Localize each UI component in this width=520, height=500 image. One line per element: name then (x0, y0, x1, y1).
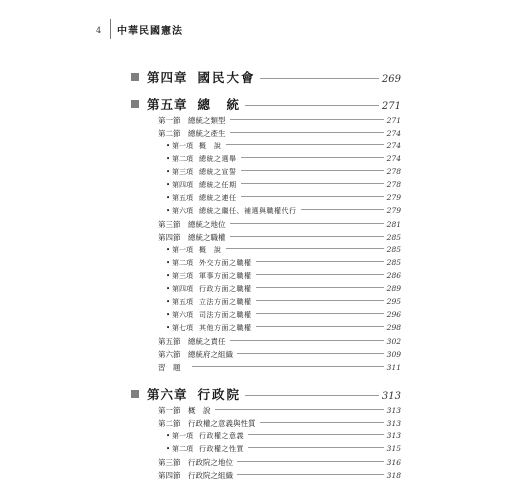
page-ref: 278 (386, 167, 401, 176)
item-label: 第三項 (172, 168, 193, 176)
dot-leader (256, 313, 384, 314)
item-title: 概 說 (199, 246, 222, 254)
page-ref: 285 (386, 258, 401, 267)
item-title: 行政方面之職權 (199, 285, 252, 293)
chapter-label: 第五章 (147, 97, 188, 112)
dot-leader (230, 236, 384, 237)
page-ref: 313 (386, 419, 401, 428)
page-ref: 285 (386, 245, 401, 254)
item-label: 第二項 (172, 445, 193, 453)
dot-leader (192, 366, 384, 367)
toc-chapter (131, 68, 401, 86)
page-ref: 311 (386, 363, 401, 372)
page-ref: 279 (386, 206, 401, 215)
bullet-icon: • (166, 272, 171, 280)
section-title: 行政權之意義與性質 (188, 419, 256, 428)
page-ref: 286 (386, 271, 401, 280)
page-ref: 285 (386, 233, 401, 242)
page-ref: 274 (386, 154, 401, 163)
toc-section (158, 219, 401, 230)
toc-section (158, 336, 401, 347)
bullet-icon: • (166, 155, 171, 163)
dot-leader (248, 447, 384, 448)
item-label: 第二項 (172, 259, 193, 267)
bullet-icon: • (166, 259, 171, 267)
dot-leader (260, 422, 384, 423)
page-ref: 313 (386, 406, 401, 415)
bullet-icon: • (166, 181, 171, 189)
item-label: 第五項 (172, 194, 193, 202)
item-title: 概 說 (199, 142, 222, 150)
section-label: 第二節 (158, 419, 181, 428)
dot-leader (260, 78, 379, 79)
toc-item (166, 245, 401, 255)
page-ref: 318 (386, 471, 401, 480)
page-ref: 295 (386, 297, 401, 306)
bullet-icon: • (166, 445, 171, 453)
item-label: 第六項 (172, 311, 193, 319)
toc-item (166, 431, 401, 441)
dot-leader (226, 248, 384, 249)
toc-item (166, 193, 401, 203)
dot-leader (301, 209, 384, 210)
section-title: 總統之類型 (188, 116, 226, 125)
toc-item (166, 310, 401, 320)
bullet-icon: • (166, 168, 171, 176)
section-label: 第二節 (158, 129, 181, 138)
section-label: 第三節 (158, 220, 181, 229)
item-title: 總統之任期 (199, 181, 237, 189)
toc-section (158, 470, 401, 481)
toc-item (166, 297, 401, 307)
section-title: 總統之責任 (188, 337, 226, 346)
page-number: 4 (96, 26, 102, 35)
bullet-icon: • (166, 194, 171, 202)
page-ref: 278 (386, 180, 401, 189)
dot-leader (237, 353, 384, 354)
toc-chapter (131, 385, 401, 403)
dot-leader (256, 261, 384, 262)
toc-item (166, 141, 401, 151)
page-ref: 289 (386, 284, 401, 293)
item-label: 第一項 (172, 142, 193, 150)
bullet-icon: • (166, 298, 171, 306)
item-label: 第七項 (172, 324, 193, 332)
page-ref: 315 (386, 444, 401, 453)
item-title: 司法方面之職權 (199, 311, 252, 319)
toc-section (158, 362, 401, 373)
item-label: 第四項 (172, 181, 193, 189)
section-title: 概 說 (188, 406, 211, 415)
section-title: 總統之產生 (188, 129, 226, 138)
chapter-title: 行政院 (197, 387, 242, 402)
page-ref: 269 (381, 74, 401, 85)
chapter-title: 國民大會 (197, 70, 256, 85)
section-label: 第一節 (158, 116, 181, 125)
dot-leader (256, 300, 384, 301)
dot-leader (256, 274, 384, 275)
item-title: 行政權之意義 (199, 432, 244, 440)
item-title: 軍事方面之職權 (199, 272, 252, 280)
page-ref: 313 (381, 391, 401, 402)
toc-section (158, 349, 401, 360)
page-ref: 271 (381, 101, 401, 112)
item-label: 第三項 (172, 272, 193, 280)
dot-leader (241, 170, 384, 171)
section-title: 總統府之組織 (188, 350, 233, 359)
page-ref: 298 (386, 323, 401, 332)
dot-leader (245, 395, 379, 396)
item-label: 第一項 (172, 432, 193, 440)
toc-chapter (131, 95, 401, 113)
page-ref: 279 (386, 193, 401, 202)
section-label: 第六節 (158, 350, 181, 359)
item-label: 第一項 (172, 246, 193, 254)
toc-item (166, 258, 401, 268)
dot-leader (256, 326, 384, 327)
item-label: 第六項 (172, 207, 193, 215)
toc-item (166, 284, 401, 294)
toc-section (158, 418, 401, 429)
item-title: 其他方面之職權 (199, 324, 252, 332)
bullet-icon: • (166, 285, 171, 293)
item-title: 總統之連任 (199, 194, 237, 202)
toc-item (166, 167, 401, 177)
section-label: 第一節 (158, 406, 181, 415)
chapter-marker-icon (131, 390, 139, 398)
toc-item (166, 206, 401, 216)
bullet-icon: • (166, 324, 171, 332)
section-label: 第四節 (158, 471, 181, 480)
chapter-marker-icon (131, 73, 139, 81)
item-title: 總統之繼任、補選與職權代行 (199, 207, 297, 215)
dot-leader (241, 196, 384, 197)
page-ref: 302 (386, 337, 401, 346)
dot-leader (256, 287, 384, 288)
page-ref: 316 (386, 458, 401, 467)
item-title: 外交方面之職權 (199, 259, 252, 267)
section-label: 第五節 (158, 337, 181, 346)
dot-leader (230, 132, 384, 133)
toc-section (158, 405, 401, 416)
toc-section (158, 232, 401, 243)
page-ref: 313 (386, 431, 401, 440)
dot-leader (245, 105, 379, 106)
item-title: 總統之宣誓 (199, 168, 237, 176)
item-label: 第四項 (172, 285, 193, 293)
toc-item (166, 180, 401, 190)
item-title: 行政權之性質 (199, 445, 244, 453)
bullet-icon: • (166, 207, 171, 215)
dot-leader (248, 434, 384, 435)
toc-section (158, 115, 401, 126)
bullet-icon: • (166, 311, 171, 319)
page-ref: 309 (386, 350, 401, 359)
bullet-icon: • (166, 142, 171, 150)
page-ref: 296 (386, 310, 401, 319)
toc-item (166, 323, 401, 333)
section-label: 第三節 (158, 458, 181, 467)
toc-section (158, 457, 401, 468)
item-title: 立法方面之職權 (199, 298, 252, 306)
bullet-icon: • (166, 432, 171, 440)
chapter-marker-icon (131, 100, 139, 108)
item-label: 第二項 (172, 155, 193, 163)
book-title: 中華民國憲法 (117, 26, 183, 37)
page-ref: 271 (386, 116, 401, 125)
page-ref: 281 (386, 220, 401, 229)
toc-section (158, 128, 401, 139)
page-ref: 274 (386, 141, 401, 150)
dot-leader (230, 119, 384, 120)
dot-leader (230, 223, 384, 224)
chapter-label: 第四章 (147, 70, 188, 85)
item-title: 總統之選舉 (199, 155, 237, 163)
section-title: 行政院之地位 (188, 458, 233, 467)
page-ref: 274 (386, 129, 401, 138)
section-title: 總統之地位 (188, 220, 226, 229)
dot-leader (230, 340, 384, 341)
section-title: 總統之職權 (188, 233, 226, 242)
bullet-icon: • (166, 246, 171, 254)
section-label: 第四節 (158, 233, 181, 242)
dot-leader (215, 409, 384, 410)
section-title: 行政院之組織 (188, 471, 233, 480)
toc-item (166, 444, 401, 454)
chapter-title: 總 統 (197, 97, 242, 112)
toc-item (166, 271, 401, 281)
dot-leader (226, 144, 384, 145)
chapter-label: 第六章 (147, 387, 188, 402)
section-label: 習 題 (158, 363, 181, 372)
dot-leader (237, 461, 384, 462)
dot-leader (241, 183, 384, 184)
dot-leader (241, 157, 384, 158)
dot-leader (237, 474, 384, 475)
item-label: 第五項 (172, 298, 193, 306)
toc-item (166, 154, 401, 164)
